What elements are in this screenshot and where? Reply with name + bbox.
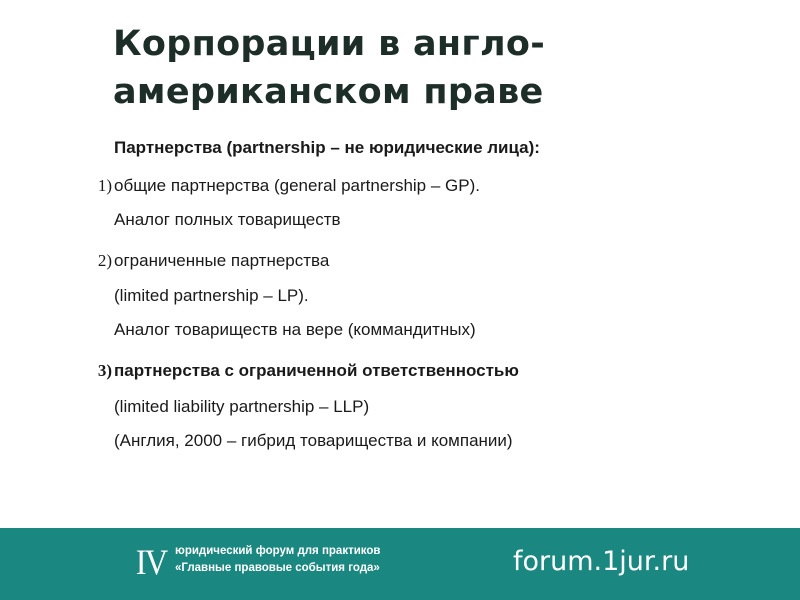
footer-banner [0,528,800,600]
item-3-number: 3) [97,361,112,380]
forum-logo: IV [135,542,167,582]
item-2-number: 2) [97,251,112,270]
item-3-line-3: (Англия, 2000 – гибрид товарищества и компании) [114,431,513,450]
title-line-2: американском праве [113,72,544,112]
item-2-line-3: Аналог товариществ на вере (коммандитных) [114,320,476,339]
item-1-line-2: Аналог полных товариществ [114,210,341,229]
item-1-number: 1) [97,176,112,195]
item-1-line-1: общие партнерства (general partnership – GP). [114,176,480,195]
footer-tagline [175,543,380,577]
item-2-line-2: (limited partnership – LP). [114,286,309,305]
footer-tagline-line-1: юридический форум для практиков [175,545,381,557]
item-2-line-1: ограниченные партнерства [114,251,330,270]
slide-title [113,20,713,116]
subtitle: Партнерства (partnership – не юридические лица): [114,138,540,157]
item-3-line-1: партнерства с ограниченной ответственностью [114,361,519,380]
title-line-1: Корпорации в англо- [113,24,546,64]
footer-site-link[interactable]: forum.1jur.ru [513,546,690,577]
item-3-line-2: (limited liability partnership – LLP) [114,397,370,416]
footer-tagline-line-2: «Главные правовые события года» [175,562,380,574]
